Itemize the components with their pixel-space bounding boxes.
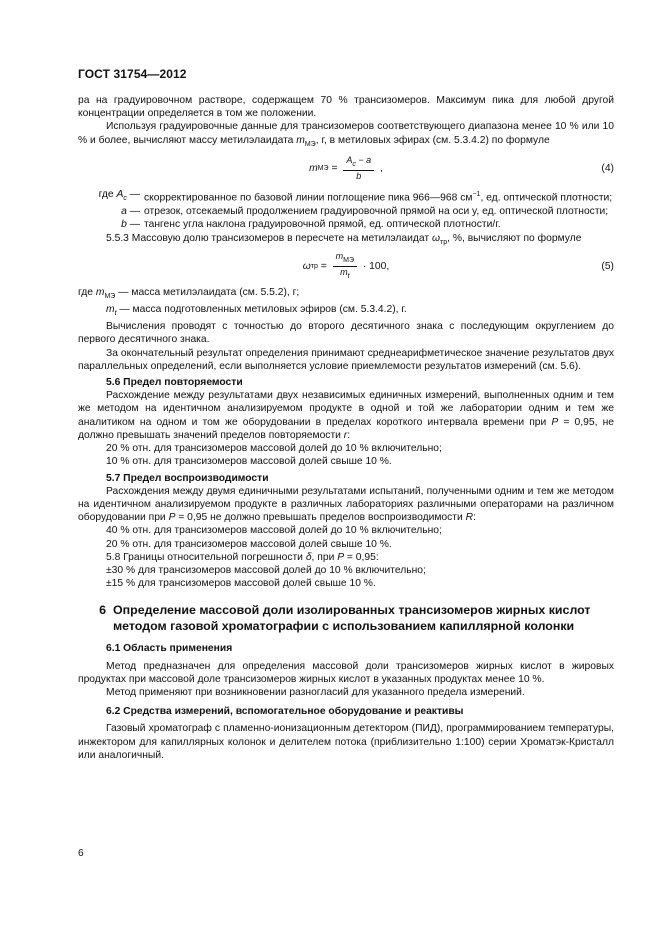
- paragraph-calc-precision: Вычисления проводят с точностью до второго десятичного знака с последующим округлением до первого десятичного знака.: [78, 321, 614, 346]
- list-item: ±30 % для трансизомеров массовой долей до 10 % включительно;: [106, 564, 426, 576]
- formula-4: m МЭ = $\frac{A_c - a}{b}$ , (4): [309, 155, 614, 182]
- definition-Ac: где $A_c$ — скорректированное по базовой линии поглощение пика 966—968 $см^{-1}$, ед. оптической плотности;: [98, 188, 613, 204]
- formula-5-number: (5): [601, 260, 614, 272]
- paragraph-method-purpose: Метод предназначен для определения массовой доли трансизомеров жирных кислот в жировых продуктах при массовой доле трансизомеров жирных кислот в указанных продуктах менее 10 %.: [78, 660, 614, 685]
- definition-a: a — отрезок, отсекаемый продолжением градуировочной прямой на оси y, ед. оптической плотности;: [121, 206, 609, 218]
- list-item: 20 % отн. для трансизомеров массовой долей свыше 10 %.: [106, 538, 392, 550]
- formula-5-fraction: $\frac{m_{МЭ}}{m_t}$: [333, 251, 357, 282]
- definition-mme: где $m_{МЭ}$ — масса метилэлаидата (см. 5.5.2), г;: [78, 286, 300, 300]
- paragraph-reproducibility: Расхождения между двумя единичными результатами испытаний, полученными одним и тем же методом на идентичном анализируемом продукте в различных лабораториях различными операторами на различном оборудовании при P = 0,95 не должно превышать пределов воспроизводимости R:: [78, 485, 614, 524]
- paragraph-chromatograph: Газовый хроматограф с пламенно-ионизационным детектором (ПИД), программированием температуры, инжектором для капиллярных колонок и делителем потока (приблизительно 1:100) серии Хроматэк-Кристалл или аналогичный.: [78, 723, 614, 761]
- formula-4-fraction: $\frac{A_c - a}{b}$: [343, 155, 374, 182]
- formula-4-number: (4): [601, 162, 614, 174]
- list-item: ±15 % для трансизомеров массовой долей свыше 10 %.: [106, 578, 376, 590]
- list-item: 20 % отн. для трансизомеров массовой долей до 10 % включительно;: [106, 443, 442, 455]
- clause-5-5-3: 5.5.3 Массовую долю трансизомеров в пересчете на метилэлаидат $\omega_{тр}$, %, вычисляют по формуле: [106, 232, 582, 246]
- heading-6-1: 6.1 Область применения: [106, 643, 233, 655]
- heading-5-7: 5.7 Предел воспроизводимости: [106, 472, 269, 484]
- list-item: 40 % отн. для трансизомеров массовой долей до 10 % включительно;: [106, 525, 442, 537]
- paragraph-final-result: За окончательный результат определения принимают среднеарифметическое значение результатов двух параллельных определений, если выполняется условие приемлемости результатов измерений (см. 5.6).: [78, 347, 614, 372]
- heading-6-2: 6.2 Средства измерений, вспомогательное оборудование и реактивы: [106, 706, 464, 718]
- paragraph-repeatability: Расхождение между результатами двух независимых единичных измерений, выполненных одним и тем же методом на идентичном анализируемом продукте в одной и той же лаборатории одним и тем же аналитиком на одном и том же оборудовании в пределах короткого интервала времени при P = 0,95, не должно превышать значений пределов повторяемости r:: [78, 390, 614, 441]
- section-6-heading: 6 Определение массовой доли изолированных трансизомеров жирных кислот методом газовой хроматографии с использованием капиллярной колонки: [99, 603, 591, 634]
- paragraph-calibration-data: Используя градуировочные данные для трансизомеров соответствующего диапазона менее 10 % или 10 % и более, вычисляют массу метилэлаидата $m_{МЭ}$, г, в метиловых эфирах (см. 5.3.4.2) по формуле: [78, 121, 614, 148]
- definition-b: b — тангенс угла наклона градуировочной прямой, ед. оптической плотности/г.: [121, 219, 501, 231]
- paragraph-calibration-peak: ра на градуировочном растворе, содержащем 70 % трансизомеров. Максимум пика для любой другой концентрации определяется в том же положении.: [78, 95, 614, 120]
- document-code: ГОСТ 31754—2012: [78, 67, 187, 81]
- page-body: [78, 94, 614, 762]
- list-item: 10 % отн. для трансизомеров массовой долей свыше 10 %.: [106, 456, 392, 468]
- clause-5-8: 5.8 Границы относительной погрешности δ, при P = 0,95:: [106, 551, 379, 563]
- paragraph-method-application: Метод применяют при возникновении разногласий для указанного предела измерений.: [106, 686, 525, 698]
- page-number: 6: [78, 848, 84, 859]
- formula-5: ω тр = $\frac{m_{МЭ}}{m_t}$ · 100, (5): [302, 251, 614, 281]
- heading-5-6: 5.6 Предел повторяемости: [106, 377, 243, 389]
- definition-mt: $m_t$ — масса подготовленных метиловых эфиров (см. 5.3.4.2), г.: [106, 304, 407, 318]
